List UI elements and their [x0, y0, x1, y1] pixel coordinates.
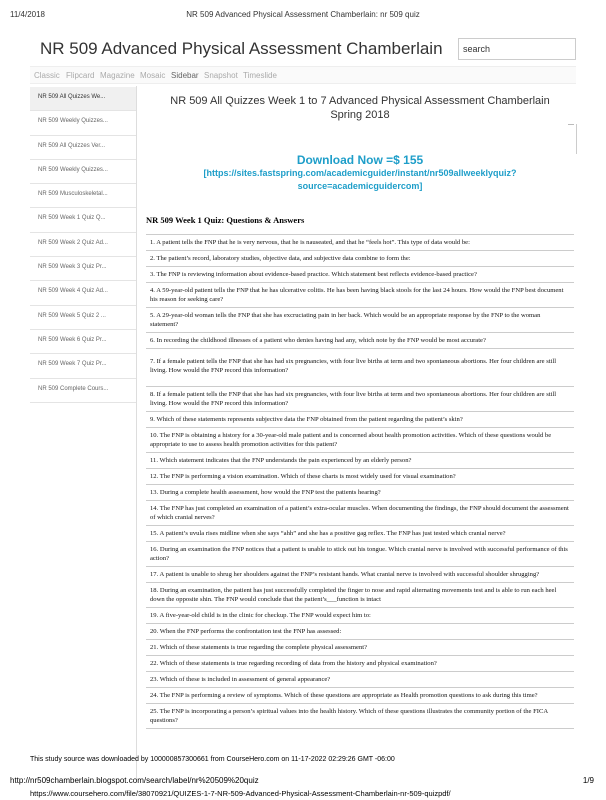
view-magazine[interactable]: Magazine — [100, 71, 135, 80]
question-row: 23. Which of these is included in assessment of general appearance? — [146, 672, 574, 688]
sidebar — [30, 87, 136, 403]
blog-header — [30, 34, 576, 64]
view-flipcard[interactable]: Flipcard — [66, 71, 95, 80]
source-note: This study source was downloaded by 100000857300661 from CourseHero.com on 11-17-2022 02:29:26 GMT -06:00 — [30, 756, 395, 763]
post-title: NR 509 All Quizzes Week 1 to 7 Advanced Physical Assessment Chamberlain Spring 2018 — [170, 95, 550, 121]
question-row: 7. If a female patient tells the FNP that she has had six pregnancies, with four live births at term and two spontaneous abortions. Her four children are still living. How would the FNP record this information? — [146, 349, 574, 387]
question-row: 13. During a complete health assessment, how would the FNP test the patients hearing? — [146, 485, 574, 501]
view-timeslide[interactable]: Timeslide — [243, 71, 277, 80]
sidebar-item[interactable]: NR 509 Weekly Quizzes... — [30, 111, 136, 135]
question-table — [146, 234, 574, 729]
sidebar-divider — [136, 86, 137, 780]
question-row: 14. The FNP has just completed an examination of a patient’s extra-ocular muscles. When documenting the findings, the FNP should document the assessment of which cranial nerves? — [146, 501, 574, 526]
question-row: 1. A patient tells the FNP that he is very nervous, that he is nauseated, and that he “feels hot”. This type of data would be: — [146, 235, 574, 251]
page-url: http://nr509chamberlain.blogspot.com/search/label/nr%20509%20quiz — [10, 776, 259, 785]
sidebar-item[interactable]: NR 509 Complete Cours... — [30, 379, 136, 403]
download-link[interactable]: Download Now =$ 155 — [296, 153, 424, 167]
question-row: 4. A 59-year-old patient tells the FNP that he has ulcerative colitis. He has been having black stools for the last 24 hours. How would the FNP best document his reason for seeking care? — [146, 283, 574, 308]
question-row: 16. During an examination the FNP notices that a patient is unable to stick out his tongue. Which cranial nerve is involved with successful performance of this action? — [146, 542, 574, 567]
view-classic[interactable]: Classic — [34, 71, 60, 80]
question-row: 8. If a female patient tells the FNP that she has had six pregnancies, with four live births at term and two spontaneous abortions. Her four children are still living. How would the FNP record this information? — [146, 387, 574, 412]
view-mosaic[interactable]: Mosaic — [140, 71, 166, 80]
question-row: 12. The FNP is performing a vision examination. Which of these charts is most widely used for visual examination? — [146, 469, 574, 485]
question-row: 19. A five-year-old child is in the clinic for checkup. The FNP would expect him to: — [146, 608, 574, 624]
sidebar-item[interactable]: NR 509 Week 1 Quiz Q... — [30, 208, 136, 232]
question-row: 6. In recording the childhood illnesses of a patient who denies having had any, which note by the FNP would be most accurate? — [146, 333, 574, 349]
print-date: 11/4/2018 — [10, 10, 45, 19]
coursehero-url: https://www.coursehero.com/file/38070921/QUIZES-1-7-NR-509-Advanced-Physical-Assessment-Chamberlain-nr-509-quizpdf/ — [30, 789, 451, 798]
print-title: NR 509 Advanced Physical Assessment Chamberlain: nr 509 quiz — [186, 10, 420, 19]
sidebar-item[interactable]: NR 509 Musculoskeletal... — [30, 184, 136, 208]
question-row: 5. A 29-year-old woman tells the FNP that she has excruciating pain in her back. Which would be an appropriate response by the FNP to the woman statement? — [146, 308, 574, 333]
question-row: 25. The FNP is incorporating a person’s spiritual values into the health history. Which of these questions illustrates the community portion of the FICA questions? — [146, 704, 574, 729]
sidebar-item[interactable]: NR 509 Week 3 Quiz Pr... — [30, 257, 136, 281]
question-row: 20. When the FNP performs the confrontation test the FNP has assessed: — [146, 624, 574, 640]
sidebar-item[interactable]: NR 509 Week 6 Quiz Pr... — [30, 330, 136, 354]
question-row: 22. Which of these statements is true regarding recording of data from the history and physical examination? — [146, 656, 574, 672]
sidebar-item[interactable]: NR 509 Week 4 Quiz Ad... — [30, 281, 136, 305]
question-row: 24. The FNP is performing a review of symptoms. Which of these questions are appropriate as Health promotion questions to ask during this time? — [146, 688, 574, 704]
question-row: 3. The FNP is reviewing information about evidence-based practice. Which statement best reflects evidence-based practice? — [146, 267, 574, 283]
sidebar-item[interactable]: NR 509 Weekly Quizzes... — [30, 160, 136, 184]
post-content — [146, 88, 574, 729]
question-row: 21. Which of these statements is true regarding the complete physical assessment? — [146, 640, 574, 656]
question-row: 18. During an examination, the patient has just successfully completed the finger to nose and rapid alternating movements test and is able to run each heel down the opposite shin. The FNP would conclude that the patient’s___function is intact — [146, 583, 574, 608]
question-row: 11. Which statement indicates that the FNP understands the pain experienced by an elderly person? — [146, 453, 574, 469]
question-row: 10. The FNP is obtaining a history for a 30-year-old male patient and is concerned about health promotion activities. Which of these questions would be appropriate to use to assess health promotion activities for this patient? — [146, 428, 574, 453]
view-sidebar[interactable]: Sidebar — [171, 71, 199, 80]
page-number: 1/9 — [582, 776, 594, 785]
question-row: 9. Which of these statements represents subjective data the FNP obtained from the patient regarding the patient’s skin? — [146, 412, 574, 428]
view-snapshot[interactable]: Snapshot — [204, 71, 238, 80]
question-row: 17. A patient is unable to shrug her shoulders against the FNP’s resistant hands. What cranial nerve is involved with successful shoulder shrugging? — [146, 567, 574, 583]
question-row: 15. A patient’s uvula rises midline when she says “ahh” and she has a positive gag reflex. The FNP has just tested which cranial nerve? — [146, 526, 574, 542]
sidebar-item[interactable]: NR 509 All Quizzes Ver... — [30, 136, 136, 160]
search-input[interactable]: search — [458, 38, 576, 60]
sidebar-item[interactable]: NR 509 All Quizzes We... — [30, 87, 136, 111]
sidebar-item[interactable]: NR 509 Week 5 Quiz 2 ... — [30, 306, 136, 330]
blog-title[interactable]: NR 509 Advanced Physical Assessment Chamberlain — [40, 39, 443, 58]
download-block — [146, 153, 574, 193]
view-selector — [30, 66, 576, 84]
download-url-link[interactable]: [https://sites.fastspring.com/academicguider/instant/nr509allweeklyquiz?source=academicguidercom] — [203, 168, 517, 191]
sidebar-item[interactable]: NR 509 Week 2 Quiz Ad... — [30, 233, 136, 257]
print-header — [10, 10, 596, 24]
question-row: 2. The patient’s record, laboratory studies, objective data, and subjective data combine to form the: — [146, 251, 574, 267]
quiz-heading: NR 509 Week 1 Quiz: Questions & Answers — [146, 215, 305, 225]
sidebar-item[interactable]: NR 509 Week 7 Quiz Pr... — [30, 354, 136, 378]
